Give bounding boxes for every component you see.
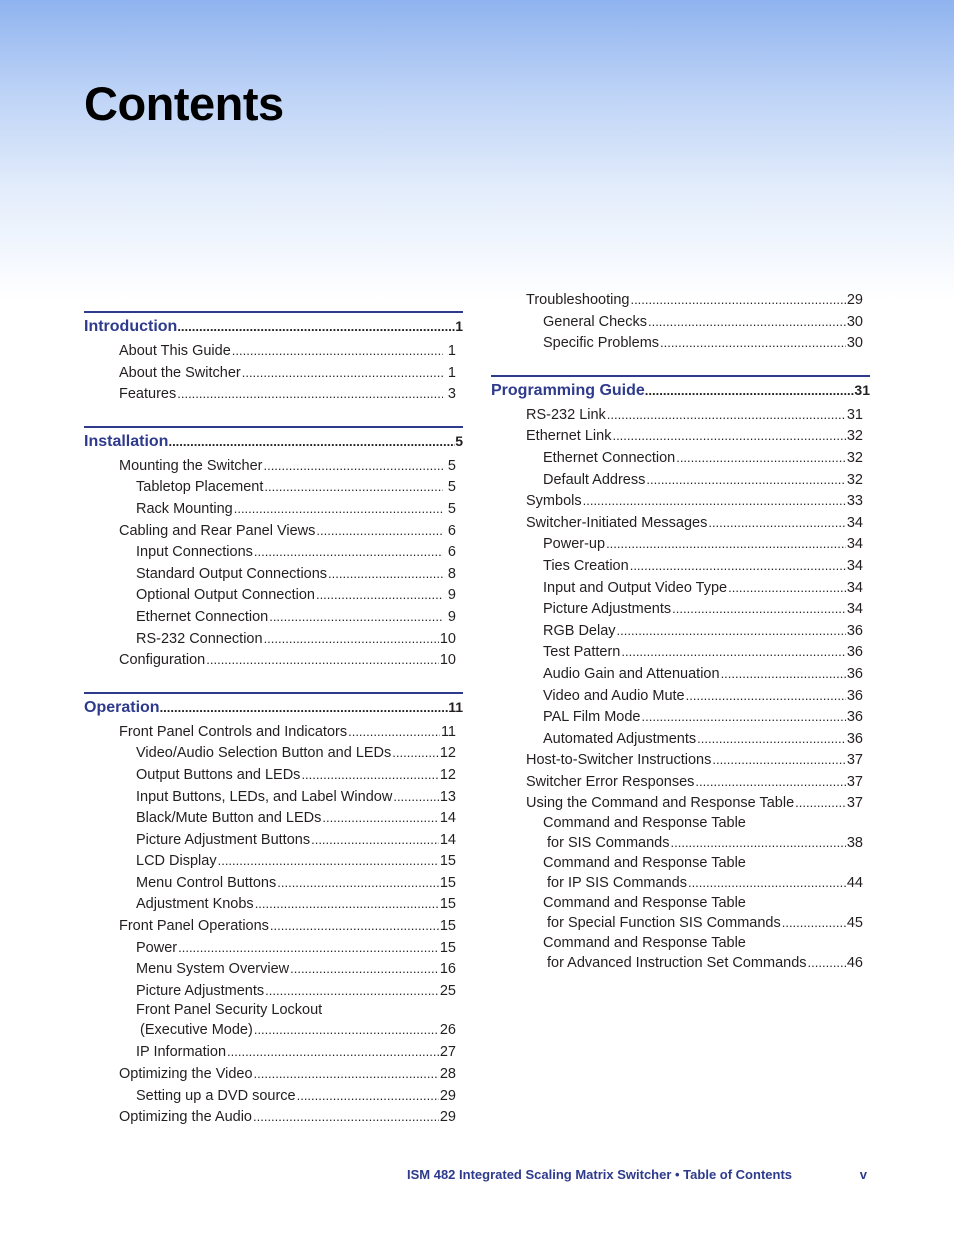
toc-entry-title: Optimizing the Audio bbox=[119, 1109, 252, 1126]
toc-entry[interactable] bbox=[84, 541, 456, 563]
toc-entry-page: 32 bbox=[846, 471, 863, 488]
toc-entry[interactable] bbox=[84, 476, 456, 498]
toc-entry-title[interactable]: Command and Response Table bbox=[543, 935, 746, 952]
toc-entry-title: RGB Delay bbox=[543, 622, 616, 639]
dot-leader bbox=[808, 953, 846, 972]
toc-entry[interactable] bbox=[84, 1063, 456, 1085]
toc-entry-page: 5 bbox=[447, 479, 456, 496]
toc-entry-page: 45 bbox=[846, 915, 863, 932]
toc-entry[interactable] bbox=[84, 1020, 456, 1041]
toc-entry-title: Front Panel Operations bbox=[119, 918, 269, 935]
toc-entry-page: 30 bbox=[846, 335, 863, 352]
toc-entry[interactable] bbox=[84, 786, 456, 808]
toc-entry-title: Mounting the Switcher bbox=[119, 457, 263, 474]
dot-leader bbox=[695, 771, 845, 793]
dot-leader bbox=[311, 829, 439, 851]
dot-leader bbox=[242, 362, 443, 384]
dot-leader bbox=[328, 563, 443, 585]
toc-entry-title: Picture Adjustments bbox=[136, 982, 265, 999]
section-title: Programming Guide bbox=[491, 381, 645, 399]
toc-entry-title: IP Information bbox=[136, 1044, 227, 1061]
toc-entry-page: 36 bbox=[846, 709, 863, 726]
toc-entry-page: 27 bbox=[439, 1044, 456, 1061]
section-title: Installation bbox=[84, 432, 169, 450]
section-spacer bbox=[84, 671, 463, 692]
dot-leader bbox=[227, 1041, 439, 1063]
toc-entry[interactable] bbox=[84, 764, 456, 786]
toc-entry-title: Optimizing the Video bbox=[119, 1066, 253, 1083]
toc-entry-title: Video/Audio Selection Button and LEDs bbox=[136, 745, 392, 762]
toc-entry[interactable] bbox=[84, 584, 456, 606]
dot-leader bbox=[177, 315, 455, 339]
toc-entry-page: 36 bbox=[846, 644, 863, 661]
toc-entry[interactable] bbox=[84, 829, 456, 851]
toc-entry-title: Black/Mute Button and LEDs bbox=[136, 810, 322, 827]
toc-entry-page: 37 bbox=[846, 795, 863, 812]
toc-entry-page: 16 bbox=[439, 961, 456, 978]
toc-entry-title: Symbols bbox=[526, 493, 582, 510]
toc-entry-page: 29 bbox=[439, 1087, 456, 1104]
dot-leader bbox=[645, 379, 855, 403]
toc-entry[interactable] bbox=[84, 915, 456, 937]
toc-entry-title: PAL Film Mode bbox=[543, 709, 641, 726]
toc-entry[interactable] bbox=[84, 455, 456, 477]
dot-leader bbox=[630, 289, 845, 311]
toc-entry[interactable] bbox=[84, 893, 456, 915]
toc-entry-list bbox=[491, 404, 870, 974]
dot-leader bbox=[277, 872, 439, 894]
toc-entry[interactable] bbox=[491, 749, 863, 771]
toc-entry-page: 31 bbox=[846, 406, 863, 423]
toc-entry-page: 32 bbox=[846, 428, 863, 445]
toc-entry-page: 26 bbox=[439, 1022, 456, 1039]
toc-entry-page: 37 bbox=[846, 773, 863, 790]
toc-entry-page: 12 bbox=[439, 745, 456, 762]
toc-entry-page: 36 bbox=[846, 687, 863, 704]
toc-entry-page: 12 bbox=[439, 766, 456, 783]
toc-entry-title: Ethernet Link bbox=[526, 428, 612, 445]
toc-entry-page: 34 bbox=[846, 536, 863, 553]
dot-leader bbox=[254, 1063, 439, 1085]
toc-entry-page: 5 bbox=[447, 457, 456, 474]
toc-entry[interactable] bbox=[84, 383, 456, 405]
toc-entry[interactable] bbox=[491, 311, 863, 333]
dot-leader bbox=[393, 786, 439, 808]
section-spacer bbox=[491, 354, 870, 375]
toc-section-heading[interactable] bbox=[84, 311, 463, 338]
dot-leader bbox=[782, 913, 846, 932]
dot-leader bbox=[218, 850, 439, 872]
toc-entry-page: 15 bbox=[439, 874, 456, 891]
toc-entry-title: Features bbox=[119, 386, 177, 403]
toc-entry-title-cont: for IP SIS Commands bbox=[547, 875, 687, 892]
toc-entry-page: 1 bbox=[447, 343, 456, 359]
toc-entry-title: Ties Creation bbox=[543, 557, 629, 574]
toc-entry-page: 5 bbox=[447, 500, 456, 517]
page-footer bbox=[407, 1167, 867, 1182]
dot-leader bbox=[322, 807, 438, 829]
toc-entry-title: Test Pattern bbox=[543, 644, 621, 661]
toc-entry-title: Input and Output Video Type bbox=[543, 579, 728, 596]
toc-entry-title: Standard Output Connections bbox=[136, 565, 328, 582]
dot-leader bbox=[253, 1106, 439, 1128]
dot-leader bbox=[392, 742, 439, 764]
toc-entry-page: 15 bbox=[439, 939, 456, 956]
toc-entry[interactable] bbox=[84, 1106, 456, 1128]
toc-entry-title: Audio Gain and Attenuation bbox=[543, 665, 720, 682]
dot-leader bbox=[686, 685, 846, 707]
toc-entry[interactable] bbox=[491, 425, 863, 447]
toc-entry-page: 44 bbox=[846, 875, 863, 892]
dot-leader bbox=[607, 404, 846, 426]
toc-entry-title: Configuration bbox=[119, 652, 206, 669]
toc-entry-page: 29 bbox=[439, 1109, 456, 1126]
toc-entry-title: Default Address bbox=[543, 471, 646, 488]
dot-leader bbox=[712, 749, 846, 771]
toc-entry-page: 10 bbox=[439, 652, 456, 669]
dot-leader bbox=[297, 1085, 439, 1107]
dot-leader bbox=[264, 628, 439, 650]
dot-leader bbox=[263, 455, 443, 477]
toc-entry-page: 36 bbox=[846, 730, 863, 747]
dot-leader bbox=[206, 649, 439, 671]
toc-entry[interactable] bbox=[84, 340, 456, 362]
section-page: 1 bbox=[455, 318, 463, 334]
toc-entry-page: 29 bbox=[846, 292, 863, 308]
dot-leader bbox=[671, 833, 846, 852]
toc-entry[interactable] bbox=[84, 362, 456, 384]
toc-entry-title: Menu System Overview bbox=[136, 961, 290, 978]
toc-entry-title[interactable]: Command and Response Table bbox=[543, 815, 746, 832]
toc-entry[interactable] bbox=[491, 577, 863, 599]
toc-entry-title[interactable]: Front Panel Security Lockout bbox=[136, 1002, 323, 1019]
toc-entry-title-cont: (Executive Mode) bbox=[140, 1022, 253, 1039]
toc-entry[interactable] bbox=[84, 850, 456, 872]
toc-entry[interactable] bbox=[84, 1041, 456, 1063]
dot-leader bbox=[672, 598, 846, 620]
toc-entry[interactable] bbox=[84, 958, 456, 980]
toc-entry-page: 46 bbox=[846, 955, 863, 972]
toc-entry-page: 15 bbox=[439, 918, 456, 935]
toc-entry-title: Adjustment Knobs bbox=[136, 896, 254, 913]
toc-entry-title: Optional Output Connection bbox=[136, 587, 315, 604]
dot-leader bbox=[348, 721, 440, 743]
toc-entry-title: RS-232 Link bbox=[526, 406, 606, 423]
dot-leader bbox=[697, 728, 846, 750]
toc-entry-list bbox=[84, 455, 463, 671]
toc-section-heading[interactable] bbox=[491, 375, 870, 402]
dot-leader bbox=[234, 498, 443, 520]
toc-entry-title-cont: for Special Function SIS Commands bbox=[547, 915, 781, 932]
toc-entry-title: RS-232 Connection bbox=[136, 630, 263, 647]
toc-entry-page: 25 bbox=[439, 982, 456, 999]
toc-entry-page: 8 bbox=[447, 565, 456, 582]
toc-entry[interactable] bbox=[84, 520, 456, 542]
toc-entry[interactable] bbox=[84, 628, 456, 650]
toc-entry-title: Ethernet Connection bbox=[543, 449, 676, 466]
toc-entry-title: Input Connections bbox=[136, 544, 253, 561]
toc-entry-title: Switcher-Initiated Messages bbox=[526, 514, 708, 531]
toc-entry-title: General Checks bbox=[543, 313, 647, 330]
toc-entry-page: 1 bbox=[447, 364, 456, 381]
section-page: 5 bbox=[455, 432, 463, 449]
dot-leader bbox=[606, 533, 846, 555]
dot-leader bbox=[795, 792, 846, 814]
toc-entry[interactable] bbox=[491, 728, 863, 750]
dot-leader bbox=[270, 915, 439, 937]
dot-leader bbox=[646, 469, 845, 491]
toc-entry-page: 3 bbox=[447, 386, 456, 403]
toc-entry-title: Setting up a DVD source bbox=[136, 1087, 296, 1104]
toc-entry-page: 13 bbox=[439, 788, 456, 805]
toc-right-column bbox=[491, 289, 870, 974]
dot-leader bbox=[178, 937, 439, 959]
dot-leader bbox=[642, 706, 846, 728]
section-title: Introduction bbox=[84, 318, 178, 335]
toc-entry[interactable] bbox=[491, 685, 863, 707]
dot-leader bbox=[676, 447, 846, 469]
toc-entry-page: 10 bbox=[439, 630, 456, 647]
toc-entry-title-cont: for Advanced Instruction Set Commands bbox=[547, 955, 807, 972]
toc-entry-page: 11 bbox=[440, 723, 456, 740]
footer-title: ISM 482 Integrated Scaling Matrix Switcher • Table of Contents bbox=[407, 1167, 792, 1182]
toc-entry-list bbox=[84, 340, 463, 405]
toc-entry-title: Cabling and Rear Panel Views bbox=[119, 522, 316, 539]
toc-entry[interactable] bbox=[84, 872, 456, 894]
toc-entry[interactable] bbox=[491, 706, 863, 728]
toc-entry[interactable] bbox=[84, 1085, 456, 1107]
toc-entry-title: Automated Adjustments bbox=[543, 730, 697, 747]
toc-entry-page: 6 bbox=[447, 522, 456, 539]
toc-entry-title: About This Guide bbox=[119, 343, 231, 359]
toc-entry-title: Power bbox=[136, 939, 178, 956]
toc-entry-title: Front Panel Controls and Indicators bbox=[119, 723, 348, 740]
toc-entry-title: Video and Audio Mute bbox=[543, 687, 685, 704]
page-title: Contents bbox=[84, 77, 284, 130]
toc-entry[interactable] bbox=[84, 937, 456, 959]
toc-entry[interactable] bbox=[491, 620, 863, 642]
toc-entry[interactable] bbox=[491, 533, 863, 555]
toc-entry-title-cont: for SIS Commands bbox=[547, 835, 670, 852]
header-gradient-band bbox=[0, 0, 954, 300]
toc-entry-page: 14 bbox=[439, 810, 456, 827]
dot-leader bbox=[660, 332, 846, 354]
toc-entry[interactable] bbox=[84, 649, 456, 671]
dot-leader bbox=[721, 663, 846, 685]
toc-section bbox=[491, 375, 870, 974]
dot-leader bbox=[264, 476, 443, 498]
toc-entry[interactable] bbox=[491, 792, 863, 814]
toc-entry-title: Switcher Error Responses bbox=[526, 773, 695, 790]
toc-entry[interactable] bbox=[491, 913, 863, 934]
toc-entry[interactable] bbox=[491, 469, 863, 491]
dot-leader bbox=[621, 641, 845, 663]
toc-section bbox=[84, 311, 463, 405]
toc-entry[interactable] bbox=[84, 980, 456, 1002]
toc-entry-title: Input Buttons, LEDs, and Label Window bbox=[136, 788, 393, 805]
dot-leader bbox=[583, 490, 846, 512]
toc-entry-page: 9 bbox=[447, 587, 456, 604]
toc-entry-page: 38 bbox=[846, 835, 863, 852]
toc-entry-title: Picture Adjustments bbox=[543, 601, 672, 618]
dot-leader bbox=[728, 577, 846, 599]
toc-entry[interactable] bbox=[491, 447, 863, 469]
toc-entry-page: 14 bbox=[439, 831, 456, 848]
toc-entry[interactable] bbox=[84, 742, 456, 764]
toc-section-heading[interactable] bbox=[84, 692, 463, 719]
dot-leader bbox=[630, 555, 846, 577]
toc-entry[interactable] bbox=[84, 606, 456, 628]
dot-leader bbox=[316, 520, 443, 542]
toc-section-heading[interactable] bbox=[84, 426, 463, 453]
toc-entry[interactable] bbox=[491, 512, 863, 534]
toc-entry-title: About the Switcher bbox=[119, 364, 241, 381]
dot-leader bbox=[160, 696, 449, 720]
toc-entry[interactable] bbox=[84, 807, 456, 829]
dot-leader bbox=[254, 541, 443, 563]
toc-entry[interactable] bbox=[84, 498, 456, 520]
toc-entry[interactable] bbox=[84, 563, 456, 585]
dot-leader bbox=[232, 340, 443, 362]
toc-entry-page: 34 bbox=[846, 557, 863, 574]
dot-leader bbox=[316, 584, 443, 606]
toc-entry[interactable] bbox=[491, 332, 863, 354]
toc-entry[interactable] bbox=[491, 404, 863, 426]
toc-entry-title: Troubleshooting bbox=[526, 292, 630, 308]
toc-entry[interactable] bbox=[491, 873, 863, 894]
toc-entry-page: 33 bbox=[846, 493, 863, 510]
toc-entry-page: 37 bbox=[846, 752, 863, 769]
toc-entry[interactable] bbox=[491, 490, 863, 512]
toc-entry-title: Output Buttons and LEDs bbox=[136, 766, 301, 783]
dot-leader bbox=[290, 958, 439, 980]
toc-entry-page: 34 bbox=[846, 601, 863, 618]
dot-leader bbox=[254, 1020, 439, 1039]
toc-entry-title: Tabletop Placement bbox=[136, 479, 264, 496]
toc-entry-page: 15 bbox=[439, 896, 456, 913]
toc-entry[interactable] bbox=[491, 555, 863, 577]
toc-entry[interactable] bbox=[491, 771, 863, 793]
toc-entry-title: Using the Command and Response Table bbox=[526, 795, 795, 812]
toc-entry[interactable] bbox=[491, 598, 863, 620]
dot-leader bbox=[301, 764, 438, 786]
toc-entry-page: 15 bbox=[439, 853, 456, 870]
toc-entry-page: 28 bbox=[439, 1066, 456, 1083]
section-spacer bbox=[84, 405, 463, 426]
toc-entry[interactable] bbox=[491, 953, 863, 974]
toc-entry[interactable] bbox=[491, 833, 863, 854]
toc-entry-title: Host-to-Switcher Instructions bbox=[526, 752, 712, 769]
toc-entry-title: Ethernet Connection bbox=[136, 608, 269, 625]
toc-left-column bbox=[84, 311, 463, 1128]
toc-entry-title: LCD Display bbox=[136, 853, 217, 870]
dot-leader bbox=[688, 873, 846, 892]
dot-leader bbox=[648, 311, 846, 333]
dot-leader bbox=[617, 620, 846, 642]
toc-entry[interactable] bbox=[491, 289, 863, 311]
toc-entry-list bbox=[84, 721, 463, 1128]
toc-entry-title: Menu Control Buttons bbox=[136, 874, 277, 891]
toc-entry-title[interactable]: Command and Response Table bbox=[543, 855, 746, 872]
toc-entry-page: 36 bbox=[846, 665, 863, 682]
toc-entry-page: 9 bbox=[447, 608, 456, 625]
toc-entry-title: Power-up bbox=[543, 536, 606, 553]
dot-leader bbox=[265, 980, 439, 1002]
toc-entry-page: 6 bbox=[447, 544, 456, 561]
dot-leader bbox=[168, 430, 455, 454]
toc-section bbox=[84, 426, 463, 671]
toc-entry-title: Specific Problems bbox=[543, 335, 660, 352]
section-page: 11 bbox=[448, 698, 463, 715]
section-title: Operation bbox=[84, 698, 160, 716]
toc-entry[interactable] bbox=[84, 721, 456, 743]
dot-leader bbox=[612, 425, 845, 447]
toc-entry-page: 30 bbox=[846, 313, 863, 330]
toc-entry-title: Rack Mounting bbox=[136, 500, 233, 517]
dot-leader bbox=[708, 512, 846, 534]
toc-entry-page: 36 bbox=[846, 622, 863, 639]
toc-entry-title: Picture Adjustment Buttons bbox=[136, 831, 311, 848]
section-page: 31 bbox=[854, 381, 870, 398]
toc-entry-page: 34 bbox=[846, 579, 863, 596]
dot-leader bbox=[177, 383, 443, 405]
dot-leader bbox=[255, 893, 439, 915]
toc-section bbox=[84, 692, 463, 1128]
toc-entry-title[interactable]: Command and Response Table bbox=[543, 895, 746, 912]
footer-page-number: v bbox=[859, 1167, 867, 1182]
toc-entry[interactable] bbox=[491, 663, 863, 685]
toc-entry-list bbox=[491, 289, 870, 354]
toc-entry-page: 34 bbox=[846, 514, 863, 531]
toc-entry[interactable] bbox=[491, 641, 863, 663]
dot-leader bbox=[269, 606, 443, 628]
toc-entry-page: 32 bbox=[846, 449, 863, 466]
